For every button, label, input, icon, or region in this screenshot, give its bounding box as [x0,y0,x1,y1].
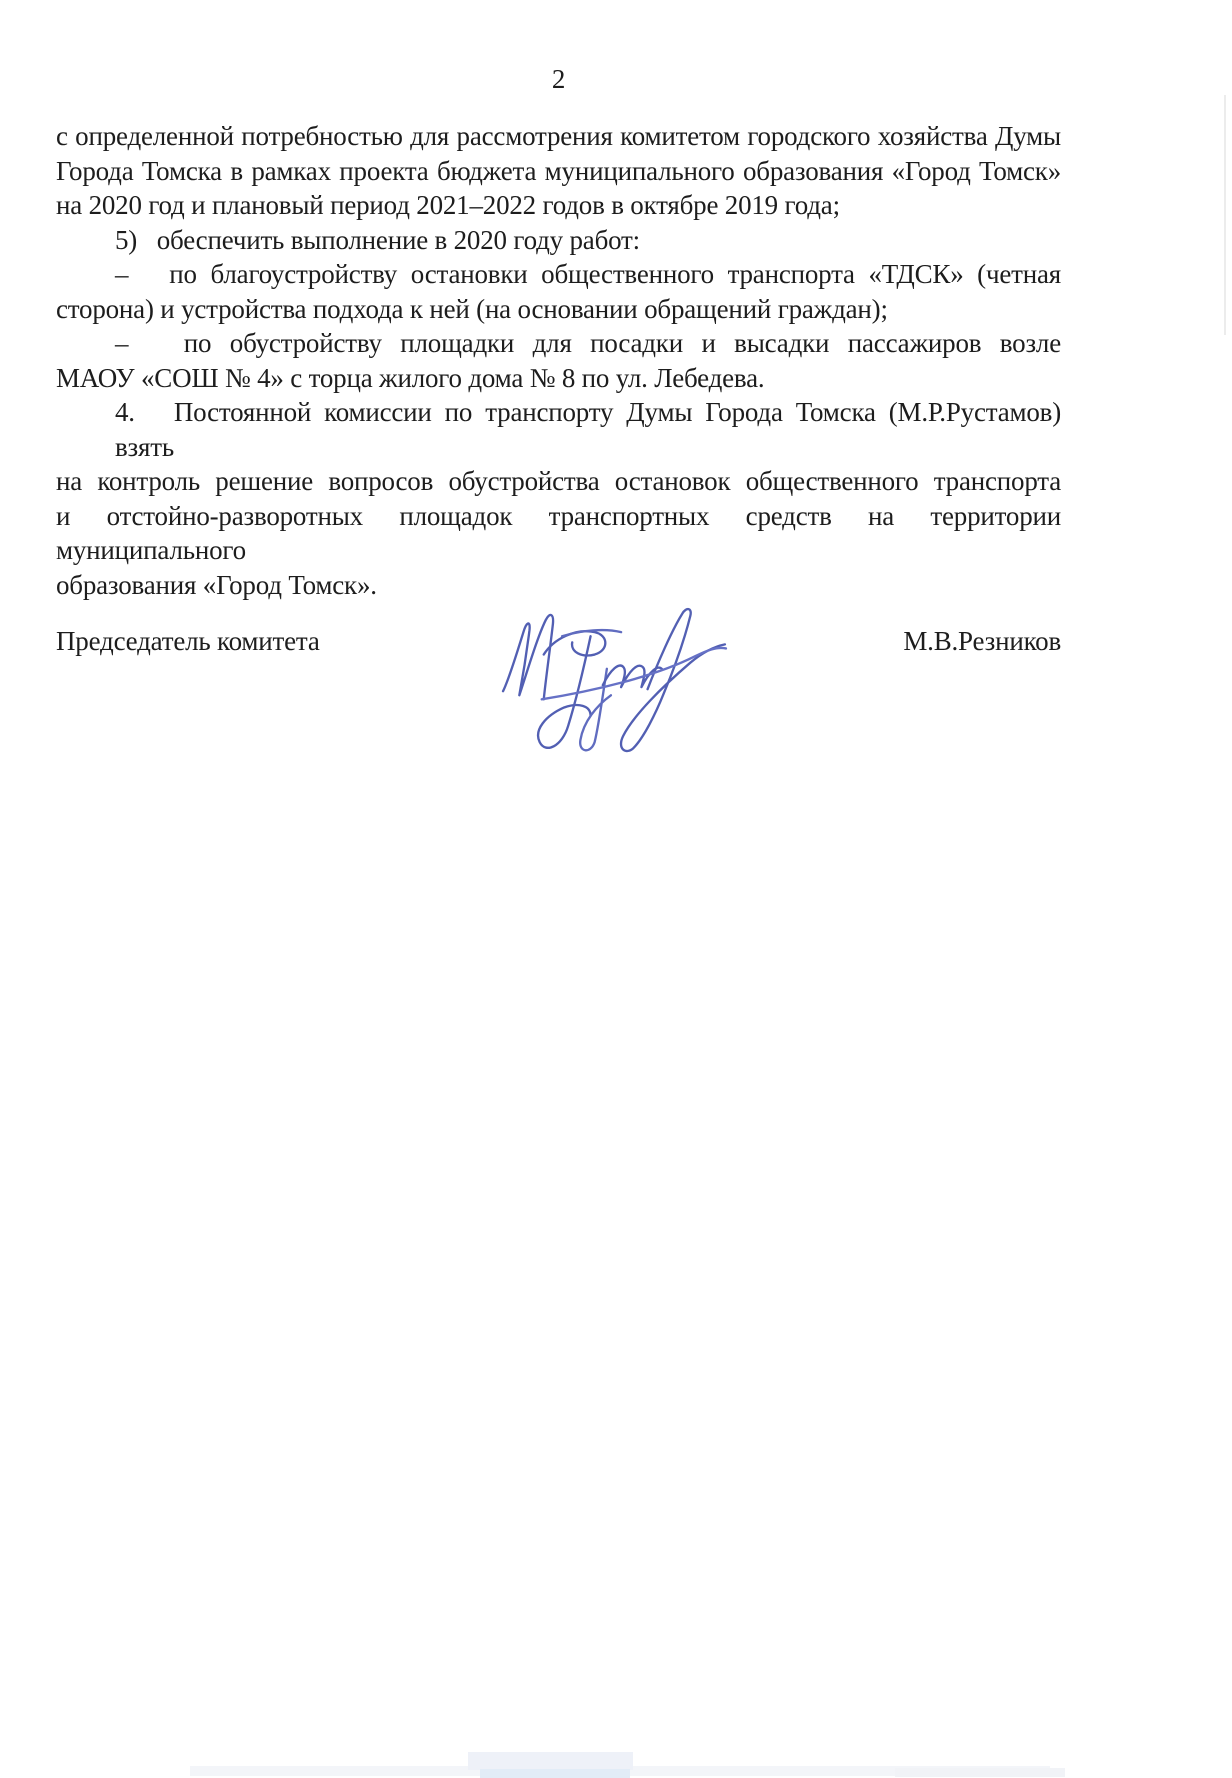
paragraph [56,395,1061,602]
scan-artifact [895,1768,1065,1777]
body-line: образования «Город Томск». [56,569,377,600]
body-line: и отстойно-разворотных площадок транспортных средств на территории муниципального [56,500,1061,565]
document-body [56,119,1061,602]
body-line: сторона) и устройства подхода к ней (на основании обращений граждан); [56,293,888,324]
paragraph [56,257,1061,326]
paragraph [56,223,1061,258]
body-line: с определенной потребностью для рассмотрения комитетом городского хозяйства Думы [56,121,1061,151]
scan-artifact [480,1769,630,1778]
body-line: МАОУ «СОШ № 4» с торца жилого дома № 8 по ул. Лебедева. [56,362,765,393]
body-line: на 2020 год и плановый период 2021–2022 годов в октябре 2019 года; [56,190,840,220]
body-line: – по благоустройству остановки общественного транспорта «ТДСК» (четная [115,259,1061,289]
paragraph [56,119,1061,223]
paragraph [56,326,1061,395]
signer-name: М.В.Резников [903,626,1061,656]
body-line: на контроль решение вопросов обустройства остановок общественного транспорта [56,466,1061,496]
body-line: Города Томска в рамках проекта бюджета муниципального образования «Город Томск» [56,155,1061,186]
body-line: 4. Постоянной комиссии по транспорту Думы Города Томска (М.Р.Рустамов) взять [115,397,1061,462]
scan-artifact [468,1752,633,1770]
page-number: 2 [551,64,566,94]
scan-edge-artifact [1224,95,1226,335]
signature-ink [501,604,729,756]
scan-artifact [190,1766,1050,1776]
signer-title: Председатель комитета [56,626,320,656]
body-line: 5) обеспечить выполнение в 2020 году работ: [115,224,640,255]
body-line: – по обустройству площадки для посадки и высадки пассажиров возле [115,328,1061,358]
